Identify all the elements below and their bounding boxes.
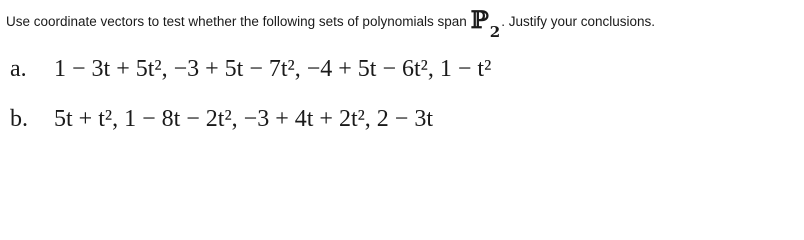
list-item-b bbox=[10, 104, 433, 134]
space-subscript: 2 bbox=[489, 23, 501, 41]
space-symbol: ℙ bbox=[470, 5, 489, 34]
item-label: b. bbox=[10, 106, 28, 132]
item-label: a. bbox=[10, 56, 27, 82]
list-item-a bbox=[10, 54, 491, 84]
problem-prompt bbox=[6, 5, 656, 41]
polynomial-space-symbol bbox=[470, 5, 501, 41]
polynomial-set: 5t + t², 1 − 8t − 2t², −3 + 4t + 2t², 2 − 3t bbox=[54, 106, 434, 132]
prompt-text: Use coordinate vectors to test whether the following sets of polynomials span bbox=[6, 14, 467, 29]
prompt-text-end: . Justify your conclusions. bbox=[501, 14, 656, 29]
polynomial-set: 1 − 3t + 5t², −3 + 5t − 7t², −4 + 5t − 6t², 1 − t² bbox=[54, 56, 492, 82]
